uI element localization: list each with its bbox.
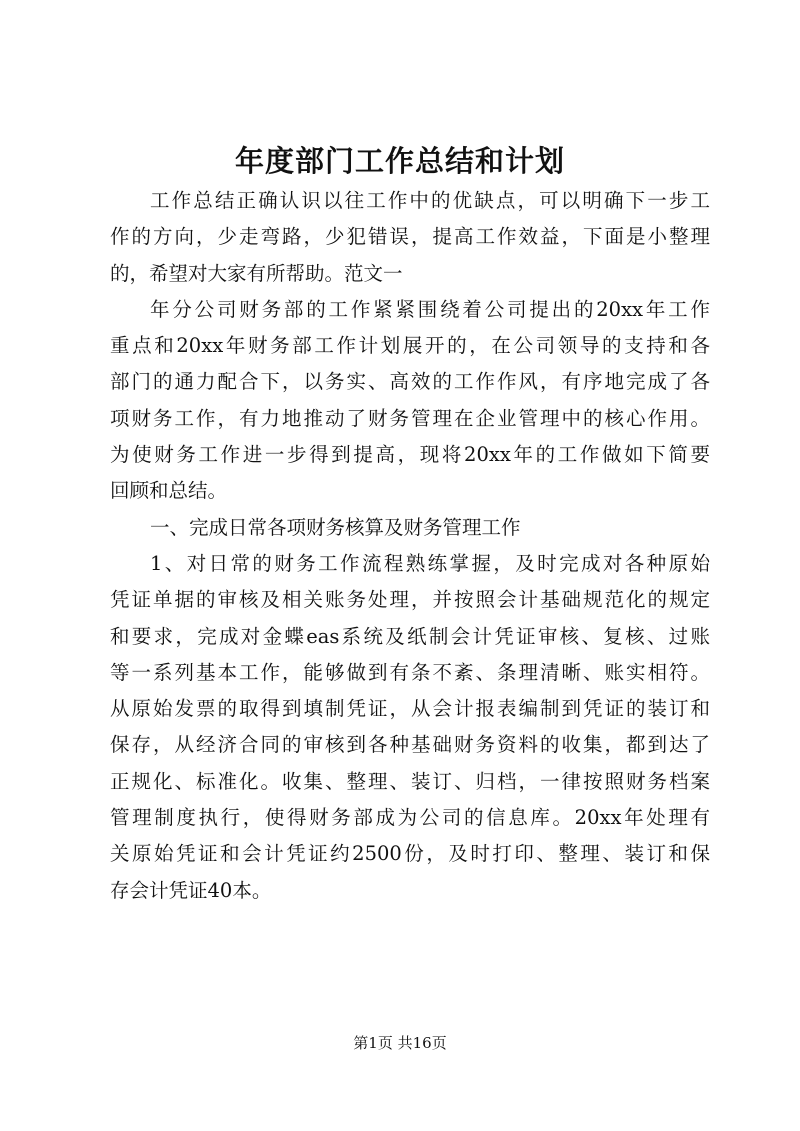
paragraph-3-line-10: 存会计凭证40本。 (110, 878, 272, 902)
paragraph-1-line-3: 的，希望对大家有所帮助。范文一 (110, 261, 403, 285)
paragraph-2-line-6: 回顾和总结。 (110, 479, 228, 503)
paragraph-3-line-2: 凭证单据的审核及相关账务处理，并按照会计基础规范化的规定 (110, 588, 710, 612)
paragraph-3-line-3: 和要求，完成对金蝶eas系统及纸制会计凭证审核、复核、过账 (110, 624, 710, 648)
paragraph-3-line-7: 正规化、标准化。收集、整理、装订、归档，一律按照财务档案 (110, 769, 710, 793)
paragraph-1-line-1: 工作总结正确认识以往工作中的优缺点，可以明确下一步工 (150, 189, 710, 212)
paragraph-3-line-6: 保存，从经济合同的审核到各种基础财务资料的收集，都到达了 (110, 733, 710, 757)
paragraph-2-line-5: 为使财务工作进一步得到提高，现将20xx年的工作做如下简要 (110, 443, 710, 467)
paragraph-3-line-9: 关原始凭证和会计凭证约2500份，及时打印、整理、装订和保 (110, 842, 710, 866)
paragraph-3-line-4: 等一系列基本工作，能够做到有条不紊、条理清晰、账实相符。 (110, 660, 710, 684)
paragraph-3-line-5: 从原始发票的取得到填制凭证，从会计报表编制到凭证的装订和 (110, 697, 710, 721)
paragraph-2-line-2: 重点和20xx年财务部工作计划展开的，在公司领导的支持和各 (110, 334, 710, 358)
paragraph-2-line-3: 部门的通力配合下，以务实、高效的工作作风，有序地完成了各 (110, 370, 710, 394)
paragraph-3-line-8: 管理制度执行，使得财务部成为公司的信息库。20xx年处理有 (110, 806, 710, 830)
section-heading-1: 一、完成日常各项财务核算及财务管理工作 (150, 515, 521, 539)
paragraph-2-line-4: 项财务工作，有力地推动了财务管理在企业管理中的核心作用。 (110, 406, 710, 430)
document-title: 年度部门工作总结和计划 (234, 144, 565, 178)
paragraph-3-line-1: 1、对日常的财务工作流程熟练掌握，及时完成对各种原始 (150, 551, 710, 575)
document-body (110, 183, 710, 909)
paragraph-2-line-1: 年分公司财务部的工作紧紧围绕着公司提出的20xx年工作 (150, 297, 710, 321)
paragraph-1-line-2: 作的方向，少走弯路，少犯错误，提高工作效益，下面是小整理 (110, 225, 710, 249)
page-number: 第1页 共16页 (353, 1034, 447, 1052)
